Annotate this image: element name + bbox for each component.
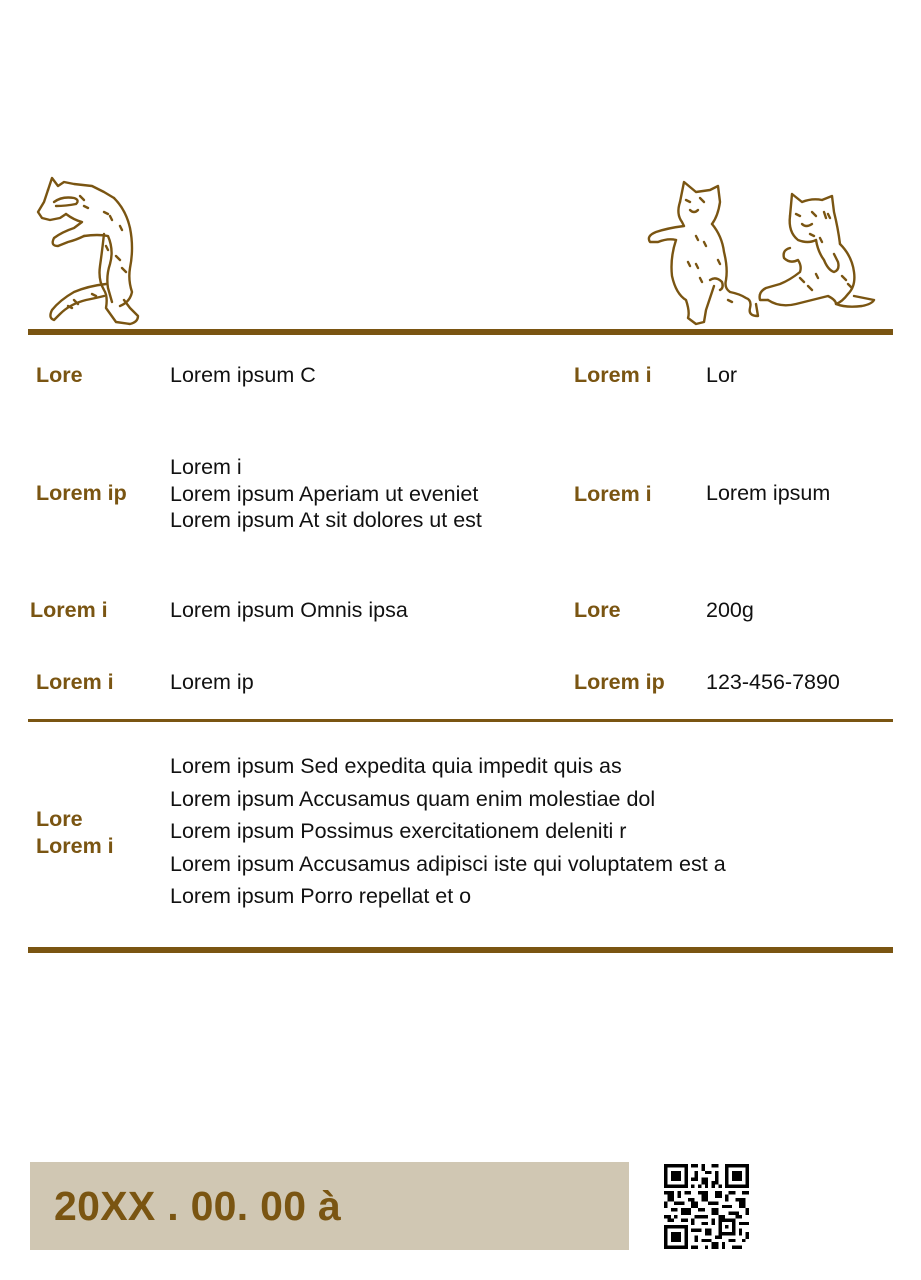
dancing-cat-icon (34, 176, 150, 328)
field-value: Lor (706, 363, 738, 387)
field-value-multiline (170, 454, 482, 534)
bottom-divider (28, 947, 893, 953)
description-label (36, 806, 114, 859)
date-banner (30, 1162, 629, 1250)
qr-code-icon (664, 1164, 749, 1249)
field-value: Lorem ip (170, 670, 254, 694)
value-line: Lorem ipsum At sit dolores ut est (170, 508, 482, 532)
description-lines (170, 750, 726, 913)
top-divider (28, 329, 893, 335)
field-label: Lorem ip (36, 481, 127, 505)
description-line: Lorem ipsum Possimus exercitationem deleniti r (170, 819, 627, 843)
field-value: 123-456-7890 (706, 670, 840, 694)
field-value: Lorem ipsum C (170, 363, 316, 387)
field-value: Lorem ipsum (706, 481, 831, 505)
description-line: Lorem ipsum Accusamus quam enim molestiae dol (170, 786, 656, 811)
field-label: Lorem i (574, 482, 652, 506)
field-label: Lorem i (30, 598, 108, 622)
description-line: Lorem ipsum Sed expedita quia impedit quis as (170, 754, 622, 778)
middle-divider (28, 719, 893, 722)
two-cats-playing-icon (640, 176, 880, 328)
field-value: 200g (706, 598, 754, 622)
field-label: Lore (36, 363, 83, 387)
value-line: Lorem i (170, 455, 242, 479)
label-line: Lorem i (36, 833, 114, 858)
description-line: Lorem ipsum Accusamus adipisci iste qui voluptatem est a (170, 851, 726, 876)
value-line: Lorem ipsum Aperiam ut eveniet (170, 481, 479, 506)
label-line: Lore (36, 807, 83, 831)
field-label: Lorem ip (574, 670, 665, 694)
field-label: Lorem i (36, 670, 114, 694)
field-label: Lorem i (574, 363, 652, 387)
field-value: Lorem ipsum Omnis ipsa (170, 598, 408, 622)
date-text: 20XX . 00. 00 à (54, 1183, 342, 1229)
description-line: Lorem ipsum Porro repellat et o (170, 884, 472, 908)
field-label: Lore (574, 598, 621, 622)
